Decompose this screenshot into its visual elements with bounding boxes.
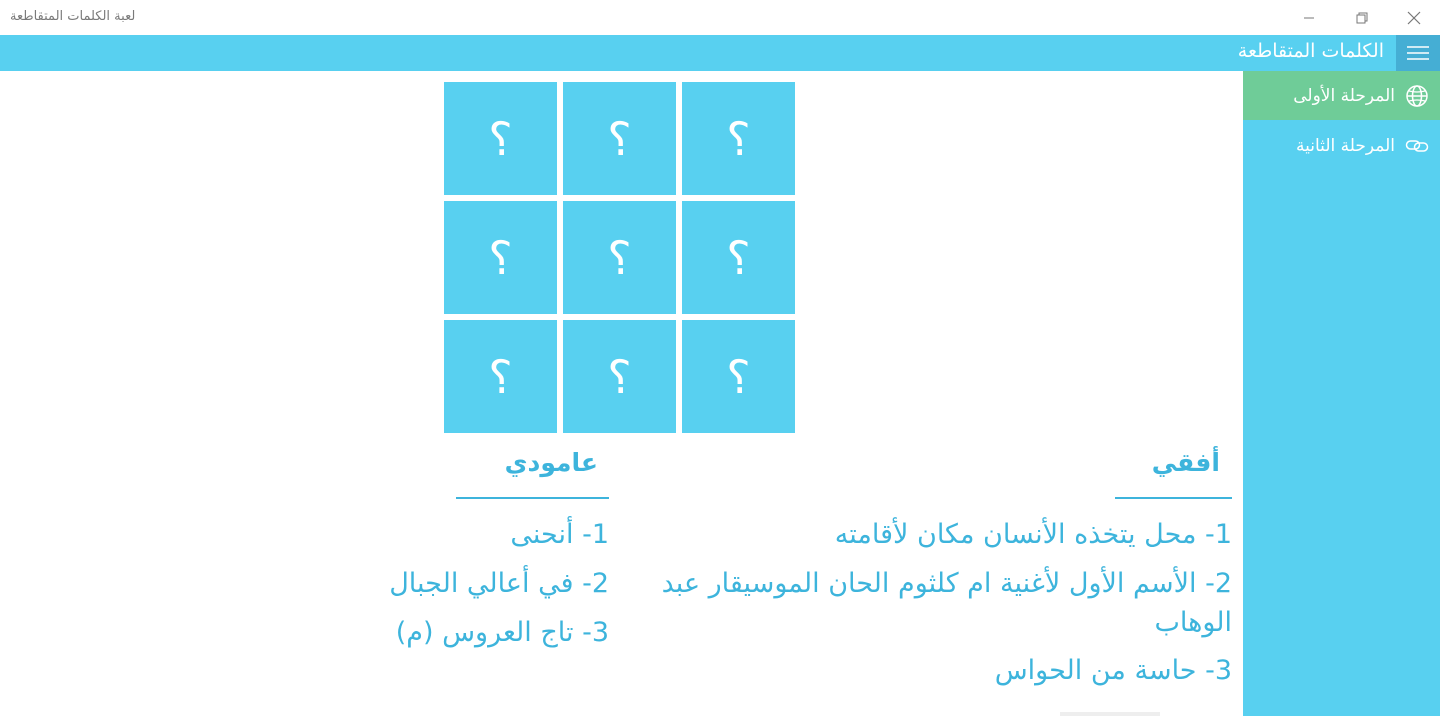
vertical-heading: عامودي [504,448,598,477]
horizontal-clue: 3- حاسة من الحواس [994,655,1232,686]
restore-icon [1356,12,1368,24]
grid-cell[interactable]: ؟ [563,82,676,195]
app-header [0,35,1440,71]
grid-cell[interactable]: ؟ [682,82,795,195]
grid-cell[interactable]: ؟ [444,201,557,314]
grid-cell[interactable]: ؟ [682,201,795,314]
sidebar [1243,71,1440,716]
grid-cell[interactable]: ؟ [444,82,557,195]
horizontal-heading: أفقي [1151,448,1220,477]
sidebar-item-stage-one[interactable] [1243,71,1440,120]
scroll-indicator[interactable] [1060,712,1160,716]
vertical-heading-underline [456,497,609,499]
grid-cell[interactable]: ؟ [444,320,557,433]
sidebar-item-label: المرحلة الأولى [1293,85,1395,106]
vertical-clue: 2- في أعالي الجبال [389,568,609,599]
horizontal-clue: 2- الأسم الأول لأغنية ام كلثوم الحان الموسيقار عبد الوهاب [661,568,1232,638]
hamburger-menu-button[interactable] [1396,35,1440,71]
close-button[interactable] [1391,0,1437,35]
window-title: لعبة الكلمات المتقاطعة [10,9,136,24]
horizontal-clue: 1- محل يتخذه الأنسان مكان لأقامته [834,519,1232,550]
window-titlebar [0,0,1440,35]
grid-cell[interactable]: ؟ [682,320,795,433]
minimize-button[interactable] [1286,0,1332,35]
horizontal-heading-underline [1115,497,1232,499]
vertical-clue: 3- تاج العروس (م) [395,617,609,648]
grid-cell[interactable]: ؟ [563,201,676,314]
crossword-grid [444,82,795,433]
globe-icon [1405,84,1429,108]
restore-button[interactable] [1339,0,1385,35]
link-icon [1405,134,1429,158]
vertical-clue: 1- أنحنى [510,519,609,550]
close-icon [1407,11,1421,25]
grid-cell[interactable]: ؟ [563,320,676,433]
sidebar-item-stage-two[interactable] [1243,121,1440,170]
app-title: الكلمات المتقاطعة [1237,40,1384,62]
minimize-icon [1303,12,1315,24]
sidebar-item-label: المرحلة الثانية [1296,135,1395,156]
hamburger-icon [1407,45,1429,61]
